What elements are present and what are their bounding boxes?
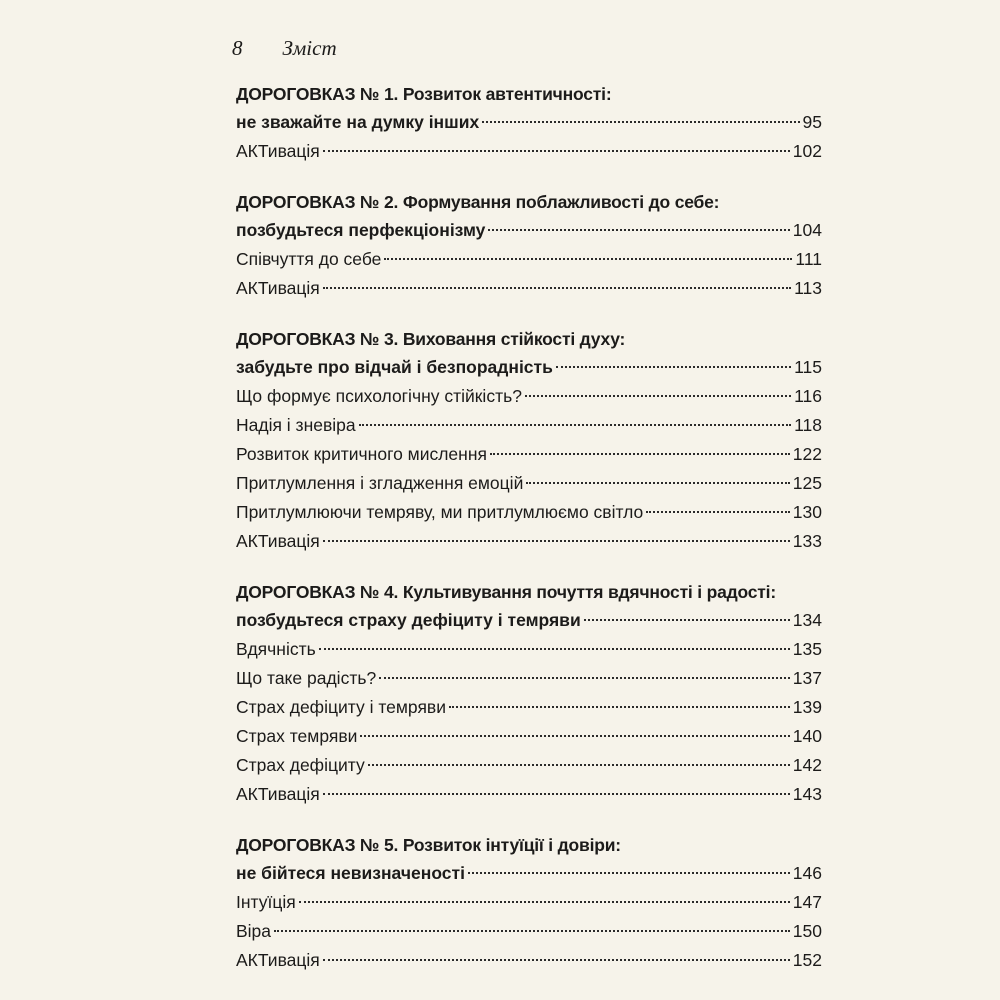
entry-page-number: 137 [792,668,822,688]
dot-leader [525,395,791,397]
section-heading: ДОРОГОВКАЗ № 5. Розвиток інтуїції і довіри: [236,835,621,855]
entry-page-number: 125 [792,473,822,493]
toc-section [236,188,822,303]
toc-entry[interactable] [236,108,822,137]
toc-entry[interactable] [236,245,822,274]
entry-page-number: 139 [792,697,822,717]
entry-page-number: 146 [792,863,822,883]
dot-leader [468,872,790,874]
toc-section [236,578,822,809]
dot-leader [368,764,790,766]
entry-page-number: 142 [792,755,822,775]
entry-title: АКТивація [236,278,320,298]
entry-page-number: 134 [792,610,822,630]
header-title: Зміст [282,36,337,60]
dot-leader [323,793,790,795]
toc-entry[interactable] [236,751,822,780]
dot-leader [490,453,790,455]
running-header [232,36,337,61]
entry-page-number: 135 [792,639,822,659]
entry-page-number: 133 [792,531,822,551]
entry-page-number: 95 [802,112,822,132]
entry-title: Вдячність [236,639,316,659]
entry-page-number: 102 [792,141,822,161]
toc-section [236,831,822,975]
dot-leader [323,287,791,289]
toc-entry[interactable] [236,274,822,303]
toc-entry[interactable] [236,606,822,635]
page-number: 8 [232,36,243,60]
toc-section [236,325,822,556]
entry-title: АКТивація [236,141,320,161]
toc-entry[interactable] [236,527,822,556]
entry-title: Притлумлення і згладження емоцій [236,473,524,493]
toc-entry[interactable] [236,469,822,498]
dot-leader [526,482,789,484]
dot-leader [323,540,790,542]
toc-entry[interactable] [236,137,822,166]
dot-leader [319,648,790,650]
toc-entry[interactable] [236,888,822,917]
entry-page-number: 113 [794,278,822,298]
entry-page-number: 118 [794,415,822,435]
entry-page-number: 116 [794,386,822,406]
entry-title: АКТивація [236,784,320,804]
entry-page-number: 147 [792,892,822,912]
toc-entry[interactable] [236,859,822,888]
entry-title: Що таке радість? [236,668,377,688]
dot-leader [379,677,790,679]
toc-entry[interactable] [236,664,822,693]
entry-title: Що формує психологічну стійкість? [236,386,522,406]
entry-title: Страх темряви [236,726,358,746]
entry-title: забудьте про відчай і безпорадність [236,357,553,377]
entry-title: АКТивація [236,531,320,551]
entry-page-number: 140 [792,726,822,746]
entry-page-number: 122 [792,444,822,464]
toc-entry[interactable] [236,411,822,440]
entry-page-number: 150 [792,921,822,941]
toc-entry[interactable] [236,722,822,751]
entry-title: Страх дефіциту [236,755,365,775]
dot-leader [488,229,789,231]
entry-page-number: 152 [792,950,822,970]
entry-title: Розвиток критичного мислення [236,444,487,464]
entry-title: Віра [236,921,272,941]
entry-title: не бійтеся невизначеності [236,863,465,883]
toc-entry[interactable] [236,917,822,946]
entry-page-number: 104 [792,220,822,240]
section-heading: ДОРОГОВКАЗ № 4. Культивування почуття вдячності і радості: [236,582,776,602]
dot-leader [323,959,790,961]
toc-entry[interactable] [236,693,822,722]
toc-entry[interactable] [236,440,822,469]
toc-entry[interactable] [236,216,822,245]
entry-title: не зважайте на думку інших [236,112,480,132]
dot-leader [556,366,791,368]
entry-page-number: 115 [794,357,822,377]
toc-entry[interactable] [236,498,822,527]
entry-title: Притлумлюючи темряву, ми притлумлюємо світло [236,502,644,522]
section-heading: ДОРОГОВКАЗ № 3. Виховання стійкості духу: [236,329,626,349]
entry-page-number: 143 [792,784,822,804]
dot-leader [584,619,790,621]
dot-leader [359,424,791,426]
dot-leader [274,930,790,932]
entry-title: Надія і зневіра [236,415,356,435]
entry-title: Інтуїція [236,892,296,912]
entry-title: позбудьтеся перфекціонізму [236,220,486,240]
section-heading: ДОРОГОВКАЗ № 2. Формування поблажливості до себе: [236,192,720,212]
entry-title: позбудьтеся страху дефіциту і темряви [236,610,581,630]
dot-leader [299,901,790,903]
toc-section [236,80,822,166]
toc-entry[interactable] [236,382,822,411]
dot-leader [360,735,789,737]
entry-page-number: 111 [795,249,822,269]
toc-entry[interactable] [236,780,822,809]
table-of-contents [236,80,822,997]
dot-leader [384,258,792,260]
dot-leader [646,511,790,513]
toc-entry[interactable] [236,353,822,382]
dot-leader [323,150,790,152]
section-heading: ДОРОГОВКАЗ № 1. Розвиток автентичності: [236,84,612,104]
entry-title: Страх дефіциту і темряви [236,697,446,717]
entry-title: АКТивація [236,950,320,970]
toc-entry[interactable] [236,635,822,664]
entry-title: Співчуття до себе [236,249,382,269]
dot-leader [482,121,799,123]
toc-entry[interactable] [236,946,822,975]
entry-page-number: 130 [792,502,822,522]
dot-leader [449,706,790,708]
